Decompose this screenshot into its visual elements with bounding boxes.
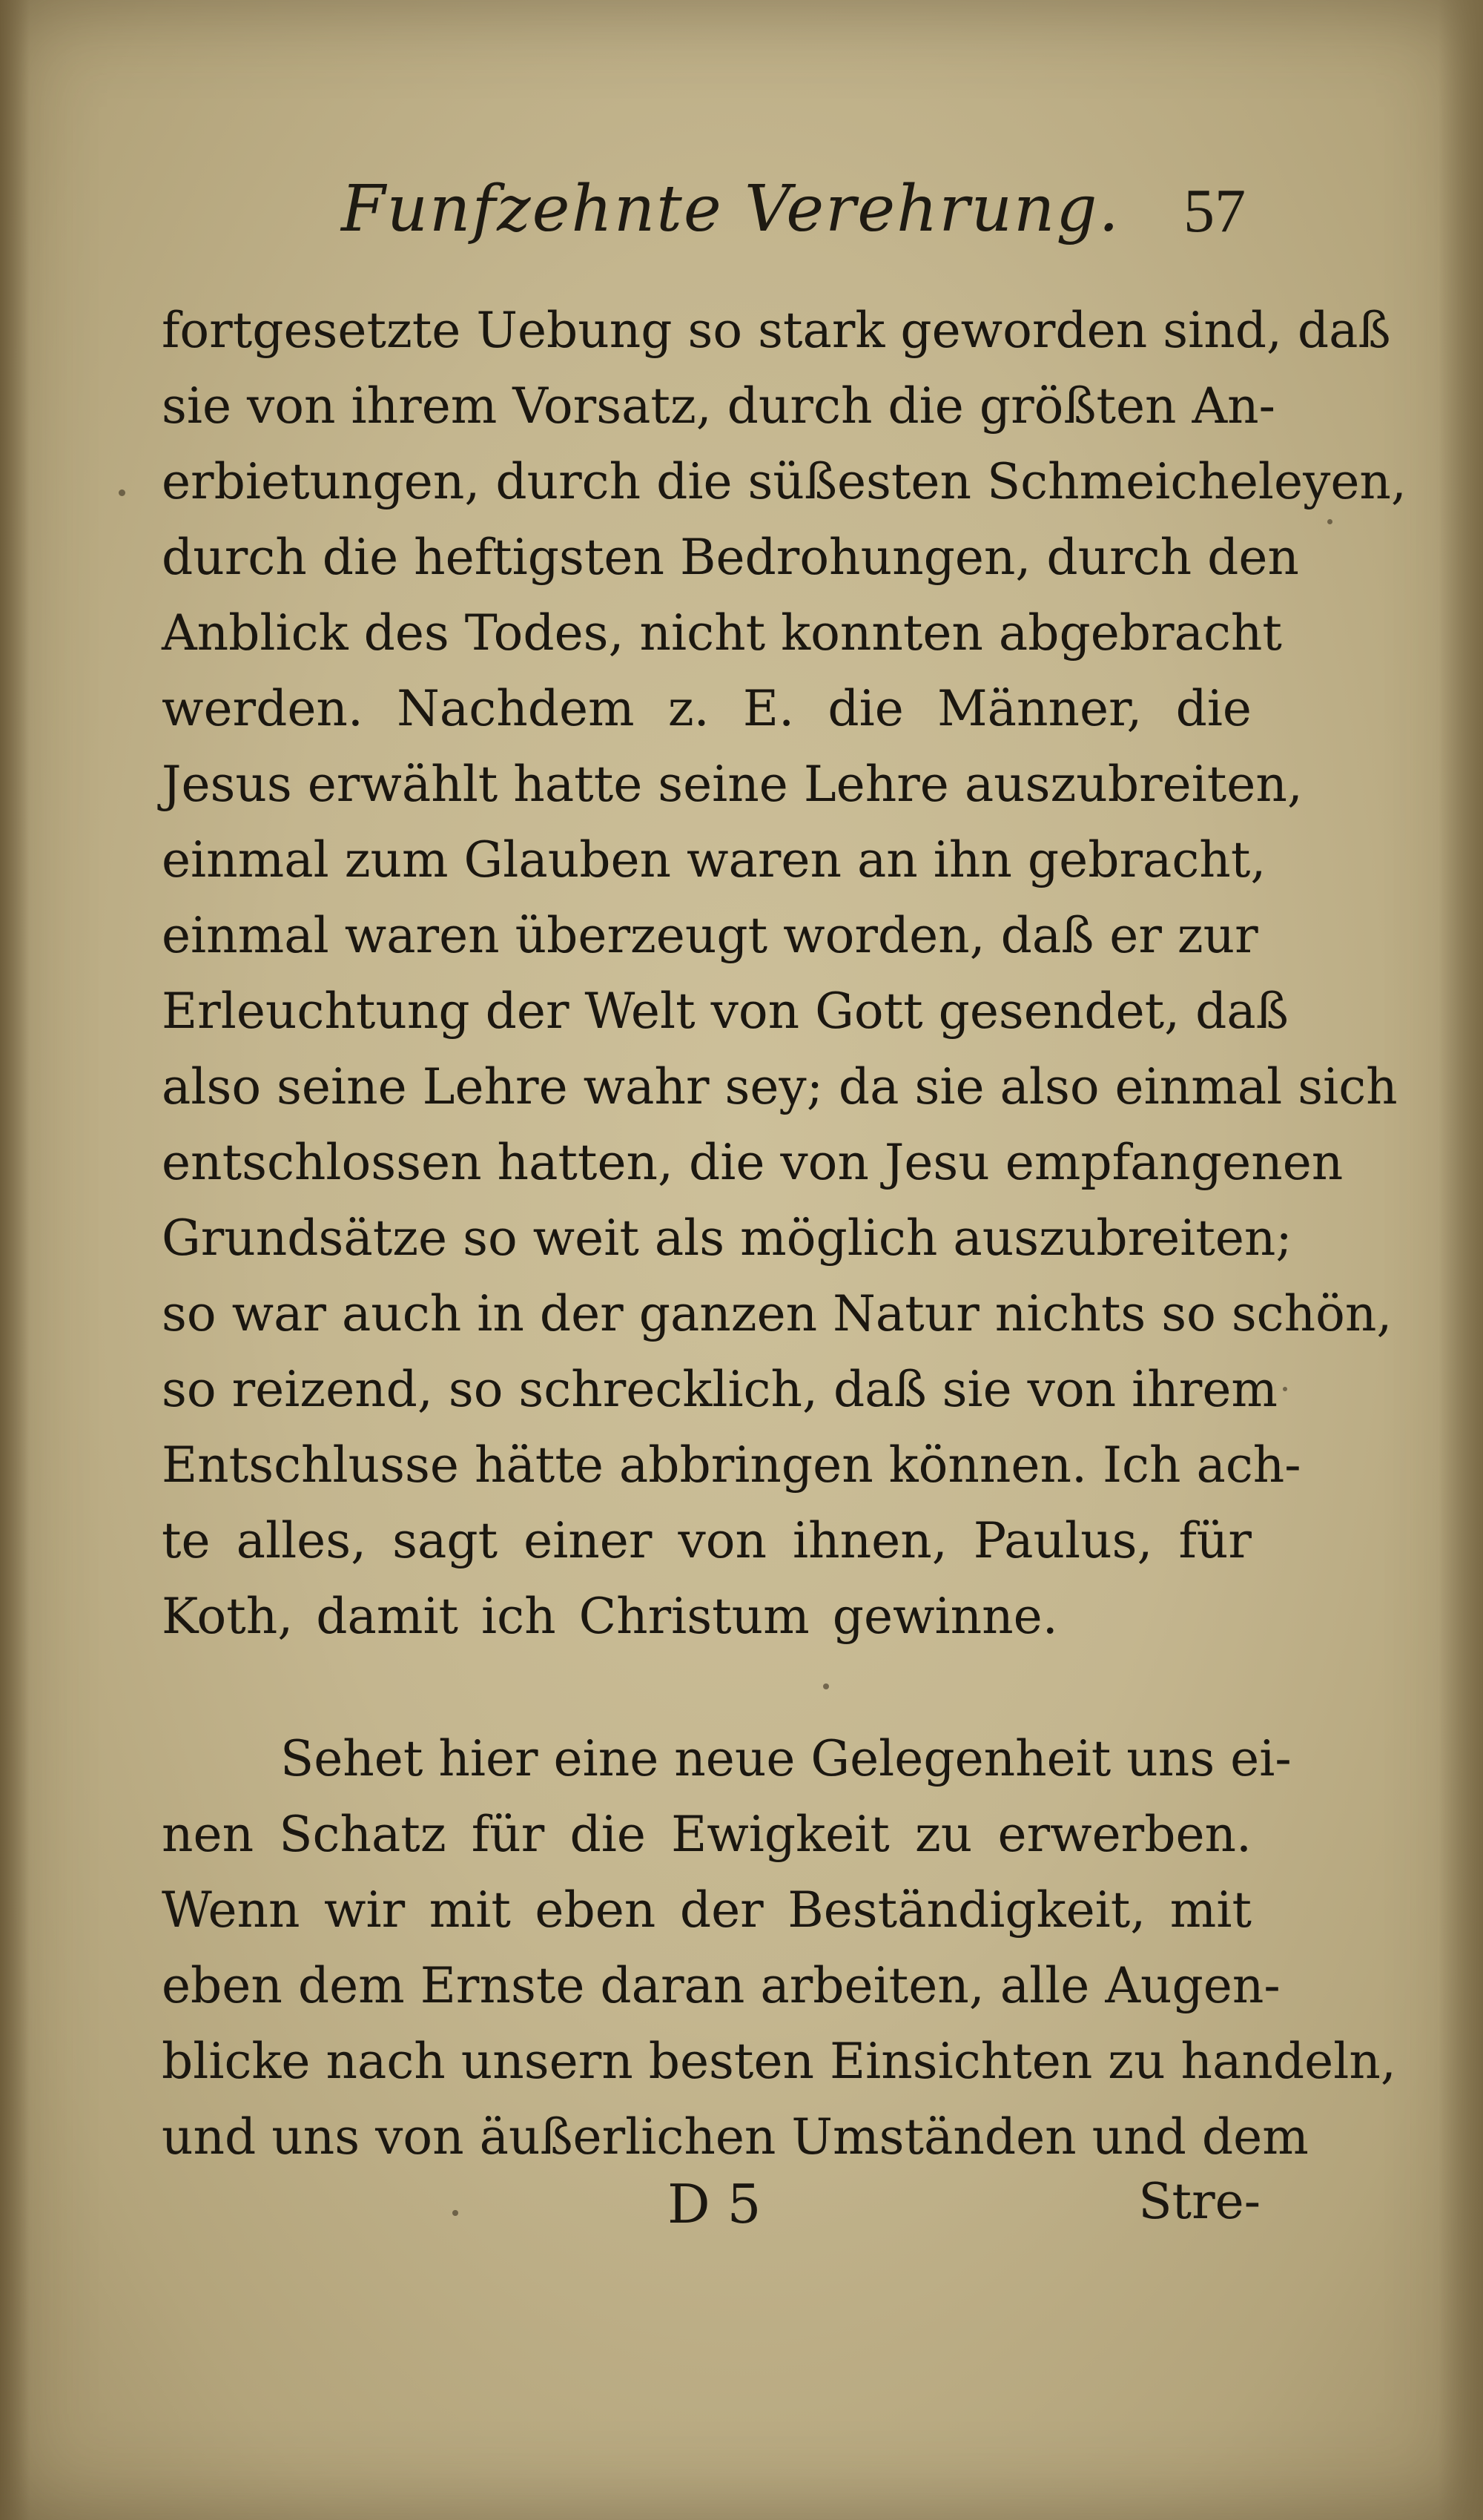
text-line: Jesus erwählt hatte seine Lehre auszubreiten, <box>162 756 1303 813</box>
paragraph-spacer <box>162 1655 1252 1721</box>
catchword: Stre- <box>1138 2173 1261 2230</box>
text-line: einmal zum Glauben waren an ihn gebracht, <box>162 831 1266 888</box>
text-line: und uns von äußerlichen Umständen und dem <box>162 2108 1309 2166</box>
text-line-final: Koth, damit ich Christum gewinne. <box>162 1588 1058 1645</box>
text-line-indented: Sehet hier eine neue Gelegenheit uns ei- <box>280 1730 1292 1787</box>
text-line: so war auch in der ganzen Natur nichts so schön, <box>162 1285 1393 1342</box>
page-footer <box>667 2173 1261 2255</box>
paper-speck <box>452 2210 458 2216</box>
paper-speck <box>119 489 125 496</box>
paragraph-2 <box>162 1721 1396 2175</box>
body-text <box>162 293 1407 2175</box>
page-left-edge-shadow <box>0 0 30 2520</box>
text-line: eben dem Ernste daran arbeiten, alle Augen- <box>162 1957 1281 2014</box>
signature-mark: D 5 <box>667 2173 762 2235</box>
paragraph-1 <box>162 293 1407 1655</box>
text-line: werden. Nachdem z. E. die Männer, die <box>162 680 1252 737</box>
text-line: einmal waren überzeugt worden, daß er zur <box>162 907 1258 964</box>
paper-speck <box>1283 1387 1287 1391</box>
text-line: also seine Lehre wahr sey; da sie also einmal sich <box>162 1058 1398 1115</box>
text-line: sie von ihrem Vorsatz, durch die größten An- <box>162 377 1275 435</box>
paper-speck <box>1327 519 1332 524</box>
paper-speck <box>823 1683 829 1689</box>
page-right-edge-shadow <box>1439 0 1483 2520</box>
text-line: fortgesetzte Uebung so stark geworden sind, daß <box>162 302 1391 359</box>
text-line: blicke nach unsern besten Einsichten zu handeln, <box>162 2033 1396 2090</box>
text-line: Anblick des Todes, nicht konnten abgebracht <box>162 604 1282 662</box>
text-line: so reizend, so schrecklich, daß sie von ihrem <box>162 1361 1278 1418</box>
text-line: te alles, sagt einer von ihnen, Paulus, für <box>162 1512 1252 1569</box>
text-line: Grundsätze so weit als möglich auszubreiten; <box>162 1210 1292 1267</box>
page-header <box>341 172 1246 268</box>
text-line: erbietungen, durch die süßesten Schmeicheleyen, <box>162 453 1407 510</box>
text-line: durch die heftigsten Bedrohungen, durch den <box>162 529 1299 586</box>
page-number: 57 <box>1183 177 1246 245</box>
text-line: Erleuchtung der Welt von Gott gesendet, daß <box>162 983 1289 1040</box>
text-line: entschlossen hatten, die von Jesu empfangenen <box>162 1134 1344 1191</box>
text-line: Entschlusse hätte abbringen können. Ich ach- <box>162 1437 1301 1494</box>
text-line: Wenn wir mit eben der Beständigkeit, mit <box>162 1881 1252 1939</box>
running-title: Funfzehnte Verehrung. <box>341 172 1120 246</box>
text-line: nen Schatz für die Ewigkeit zu erwerben. <box>162 1806 1252 1863</box>
